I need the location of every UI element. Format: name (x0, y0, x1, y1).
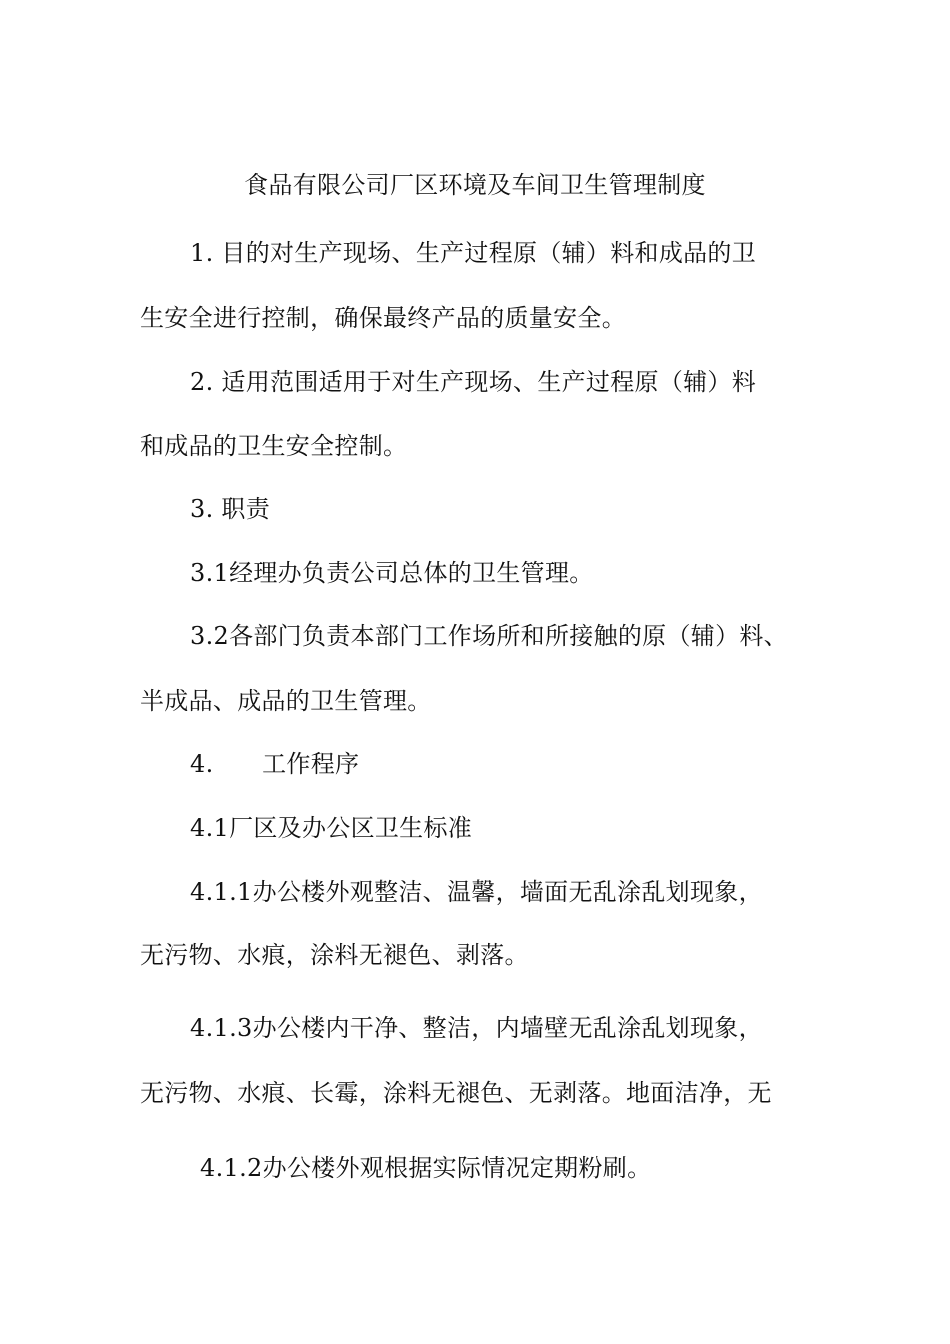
paragraph-line: 3.1经理办负责公司总体的卫生管理。 (190, 559, 594, 587)
paragraph-line: 半成品、成品的卫生管理。 (140, 687, 432, 715)
document-title: 食品有限公司厂区环境及车间卫生管理制度 (244, 171, 706, 199)
section-heading: 4. 工作程序 (190, 750, 360, 778)
section-heading: 3. 职责 (190, 495, 271, 523)
subsection-heading: 4.1厂区及办公区卫生标准 (190, 814, 473, 842)
paragraph-line: 生安全进行控制，确保最终产品的质量安全。 (140, 304, 626, 332)
paragraph-line: 3.2各部门负责本部门工作场所和所接触的原（辅）料、 (190, 622, 788, 650)
paragraph-line: 无污物、水痕，涂料无褪色、剥落。 (140, 941, 529, 969)
paragraph-line: 2. 适用范围适用于对生产现场、生产过程原（辅）料 (190, 368, 757, 396)
paragraph-line: 1. 目的对生产现场、生产过程原（辅）料和成品的卫 (190, 239, 757, 267)
paragraph-line: 和成品的卫生安全控制。 (140, 432, 408, 460)
paragraph-line: 无污物、水痕、长霉，涂料无褪色、无剥落。地面洁净，无 (140, 1079, 772, 1107)
paragraph-line: 4.1.2办公楼外观根据实际情况定期粉刷。 (200, 1154, 652, 1182)
paragraph-line: 4.1.1办公楼外观整洁、温馨，墙面无乱涂乱划现象， (190, 878, 763, 906)
paragraph-line: 4.1.3办公楼内干净、整洁，内墙壁无乱涂乱划现象， (190, 1014, 763, 1042)
